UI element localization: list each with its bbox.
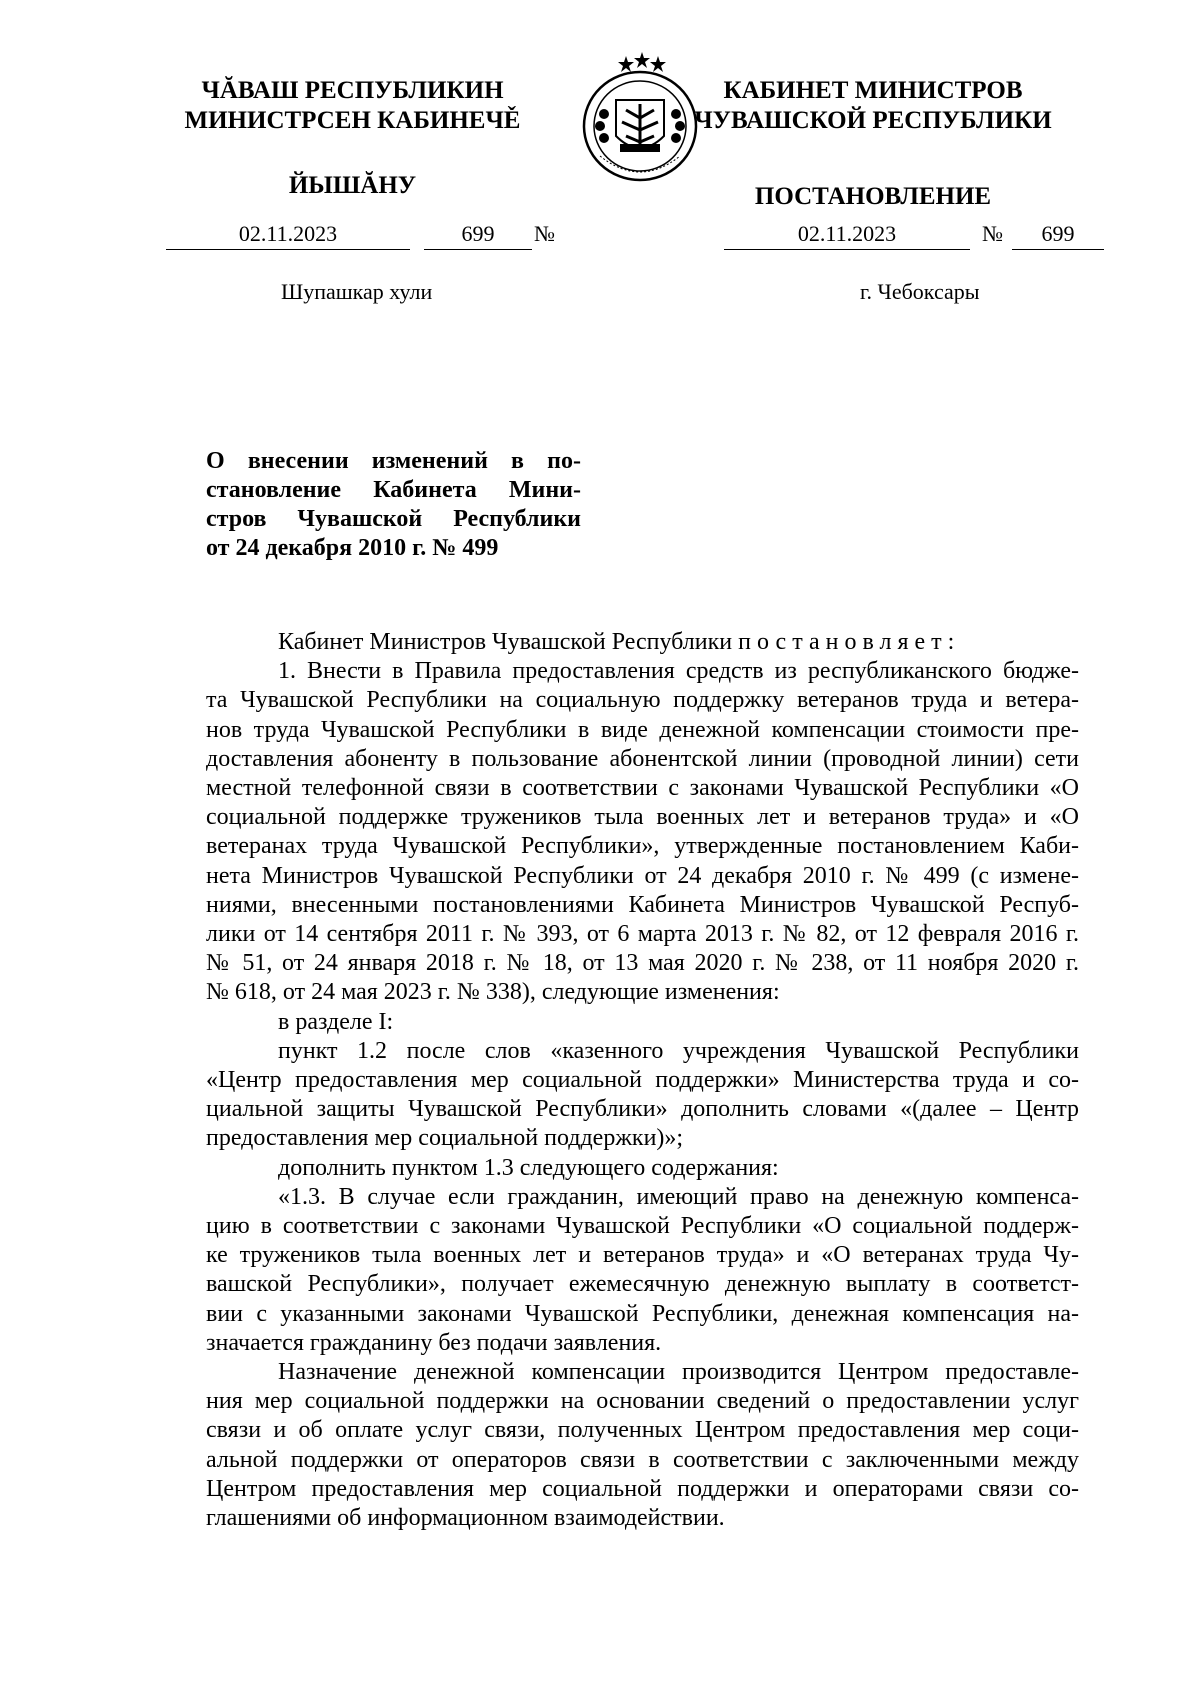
subject-line: становление Кабинета Мини- (206, 477, 581, 503)
intro-line (206, 628, 1079, 657)
body-line: ниями, внесенными постановлениями Кабинета Министров Чувашской Респуб- (206, 891, 1079, 918)
body-line: нета Министров Чувашской Республики от 24 декабря 2010 г. № 499 (с измене- (206, 862, 1079, 889)
city-russian: г. Чебоксары (860, 279, 980, 304)
org-name-chuvash-line2: МИНИСТРСЕН КАБИНЕЧĚ (184, 107, 521, 134)
doc-type-chuvash: ЙЫШĂНУ (288, 172, 417, 199)
subject-line: стров Чувашской Республики (206, 506, 581, 532)
right-date-field: 02.11.2023 (724, 223, 970, 250)
subject-line: О внесении изменений в по- (206, 448, 581, 474)
body-line: дополнить пунктом 1.3 следующего содержания: (278, 1154, 779, 1181)
body-line: доставления абоненту в пользование абонентской линии (проводной линии) сети (206, 745, 1079, 772)
body-line: значается гражданину без подачи заявления. (206, 1329, 662, 1356)
body-line: ния мер социальной поддержки на основании сведений о предоставлении услуг (206, 1388, 1079, 1415)
body-line: та Чувашской Республики на социальную поддержку ветеранов труда и ветера- (206, 687, 1079, 714)
body-line: вашской Республики», получает ежемесячную денежную выплату в соответст- (206, 1271, 1079, 1298)
body-line: глашениями об информационном взаимодействии. (206, 1505, 725, 1532)
org-name-russian-line2: ЧУВАШСКОЙ РЕСПУБЛИКИ (694, 107, 1052, 134)
intro-verb: постановляет: (738, 629, 961, 655)
header-left (175, 76, 530, 201)
body-line: предоставления мер социальной поддержки)»; (206, 1125, 684, 1152)
body-line: «Центр предоставления мер социальной поддержки» Министерства труда и со- (206, 1067, 1079, 1094)
body-line: цию в соответствии с законами Чувашской Республики «О социальной поддерж- (206, 1213, 1079, 1240)
subject-line: от 24 декабря 2010 г. № 499 (206, 535, 499, 561)
left-number-field: 699 (424, 223, 532, 250)
body-line: альной поддержки от операторов связи в соответствии с заключенными между (206, 1446, 1079, 1473)
right-number-field: 699 (1012, 223, 1104, 250)
body-line: нов труда Чувашской Республики в виде денежной компенсации стоимости пре- (206, 716, 1079, 743)
body-line: № 51, от 24 января 2018 г. № 18, от 13 мая 2020 г. № 238, от 11 ноября 2020 г. (206, 950, 1079, 977)
doc-type-russian: ПОСТАНОВЛЕНИЕ (754, 183, 992, 210)
right-date-number-line (0, 223, 1200, 251)
body-line: Центром предоставления мер социальной поддержки и операторами связи со- (206, 1475, 1079, 1502)
body-line: в разделе I: (278, 1008, 394, 1035)
body-line: № 618, от 24 мая 2023 г. № 338), следующие изменения: (206, 979, 780, 1006)
header-right (673, 76, 1073, 212)
left-date-field: 02.11.2023 (166, 223, 410, 250)
document-body (206, 628, 1079, 1533)
org-name-russian-line1: КАБИНЕТ МИНИСТРОВ (723, 77, 1023, 104)
left-number-sign: № (534, 221, 555, 246)
body-line: пункт 1.2 после слов «казенного учреждения Чувашской Республики (278, 1037, 1079, 1064)
body-line: 1. Внести в Правила предоставления средств из республиканского бюдже- (278, 658, 1079, 685)
city-chuvash: Шупашкар хули (281, 279, 433, 304)
body-line: местной телефонной связи в соответствии с законами Чувашской Республики «О (206, 775, 1079, 802)
right-number-sign: № (982, 221, 1003, 246)
body-line: ке тружеников тыла военных лет и ветеранов труда» и «О ветеранах труда Чу- (206, 1242, 1079, 1269)
document-subject (206, 447, 581, 563)
body-line: Назначение денежной компенсации производится Центром предоставле- (278, 1359, 1079, 1386)
org-name-chuvash-line1: ЧĂВАШ РЕСПУБЛИКИН (201, 77, 504, 104)
body-line: циальной защиты Чувашской Республики» дополнить словами «(далее – Центр (206, 1096, 1079, 1123)
body-line: вии с указанными законами Чувашской Республики, денежная компенсация на- (206, 1300, 1079, 1327)
body-line: связи и об оплате услуг связи, полученных Центром предоставления мер соци- (206, 1417, 1079, 1444)
body-line: «1.3. В случае если гражданин, имеющий право на денежную компенса- (278, 1183, 1079, 1210)
body-line: ветеранах труда Чувашской Республики», утвержденные постановлением Каби- (206, 833, 1079, 860)
intro-prefix: Кабинет Министров Чувашской Республики (278, 629, 733, 655)
body-line: социальной поддержке тружеников тыла военных лет и ветеранов труда» и «О (206, 804, 1079, 831)
body-line: лики от 14 сентября 2011 г. № 393, от 6 марта 2013 г. № 82, от 12 февраля 2016 г. (206, 921, 1079, 948)
